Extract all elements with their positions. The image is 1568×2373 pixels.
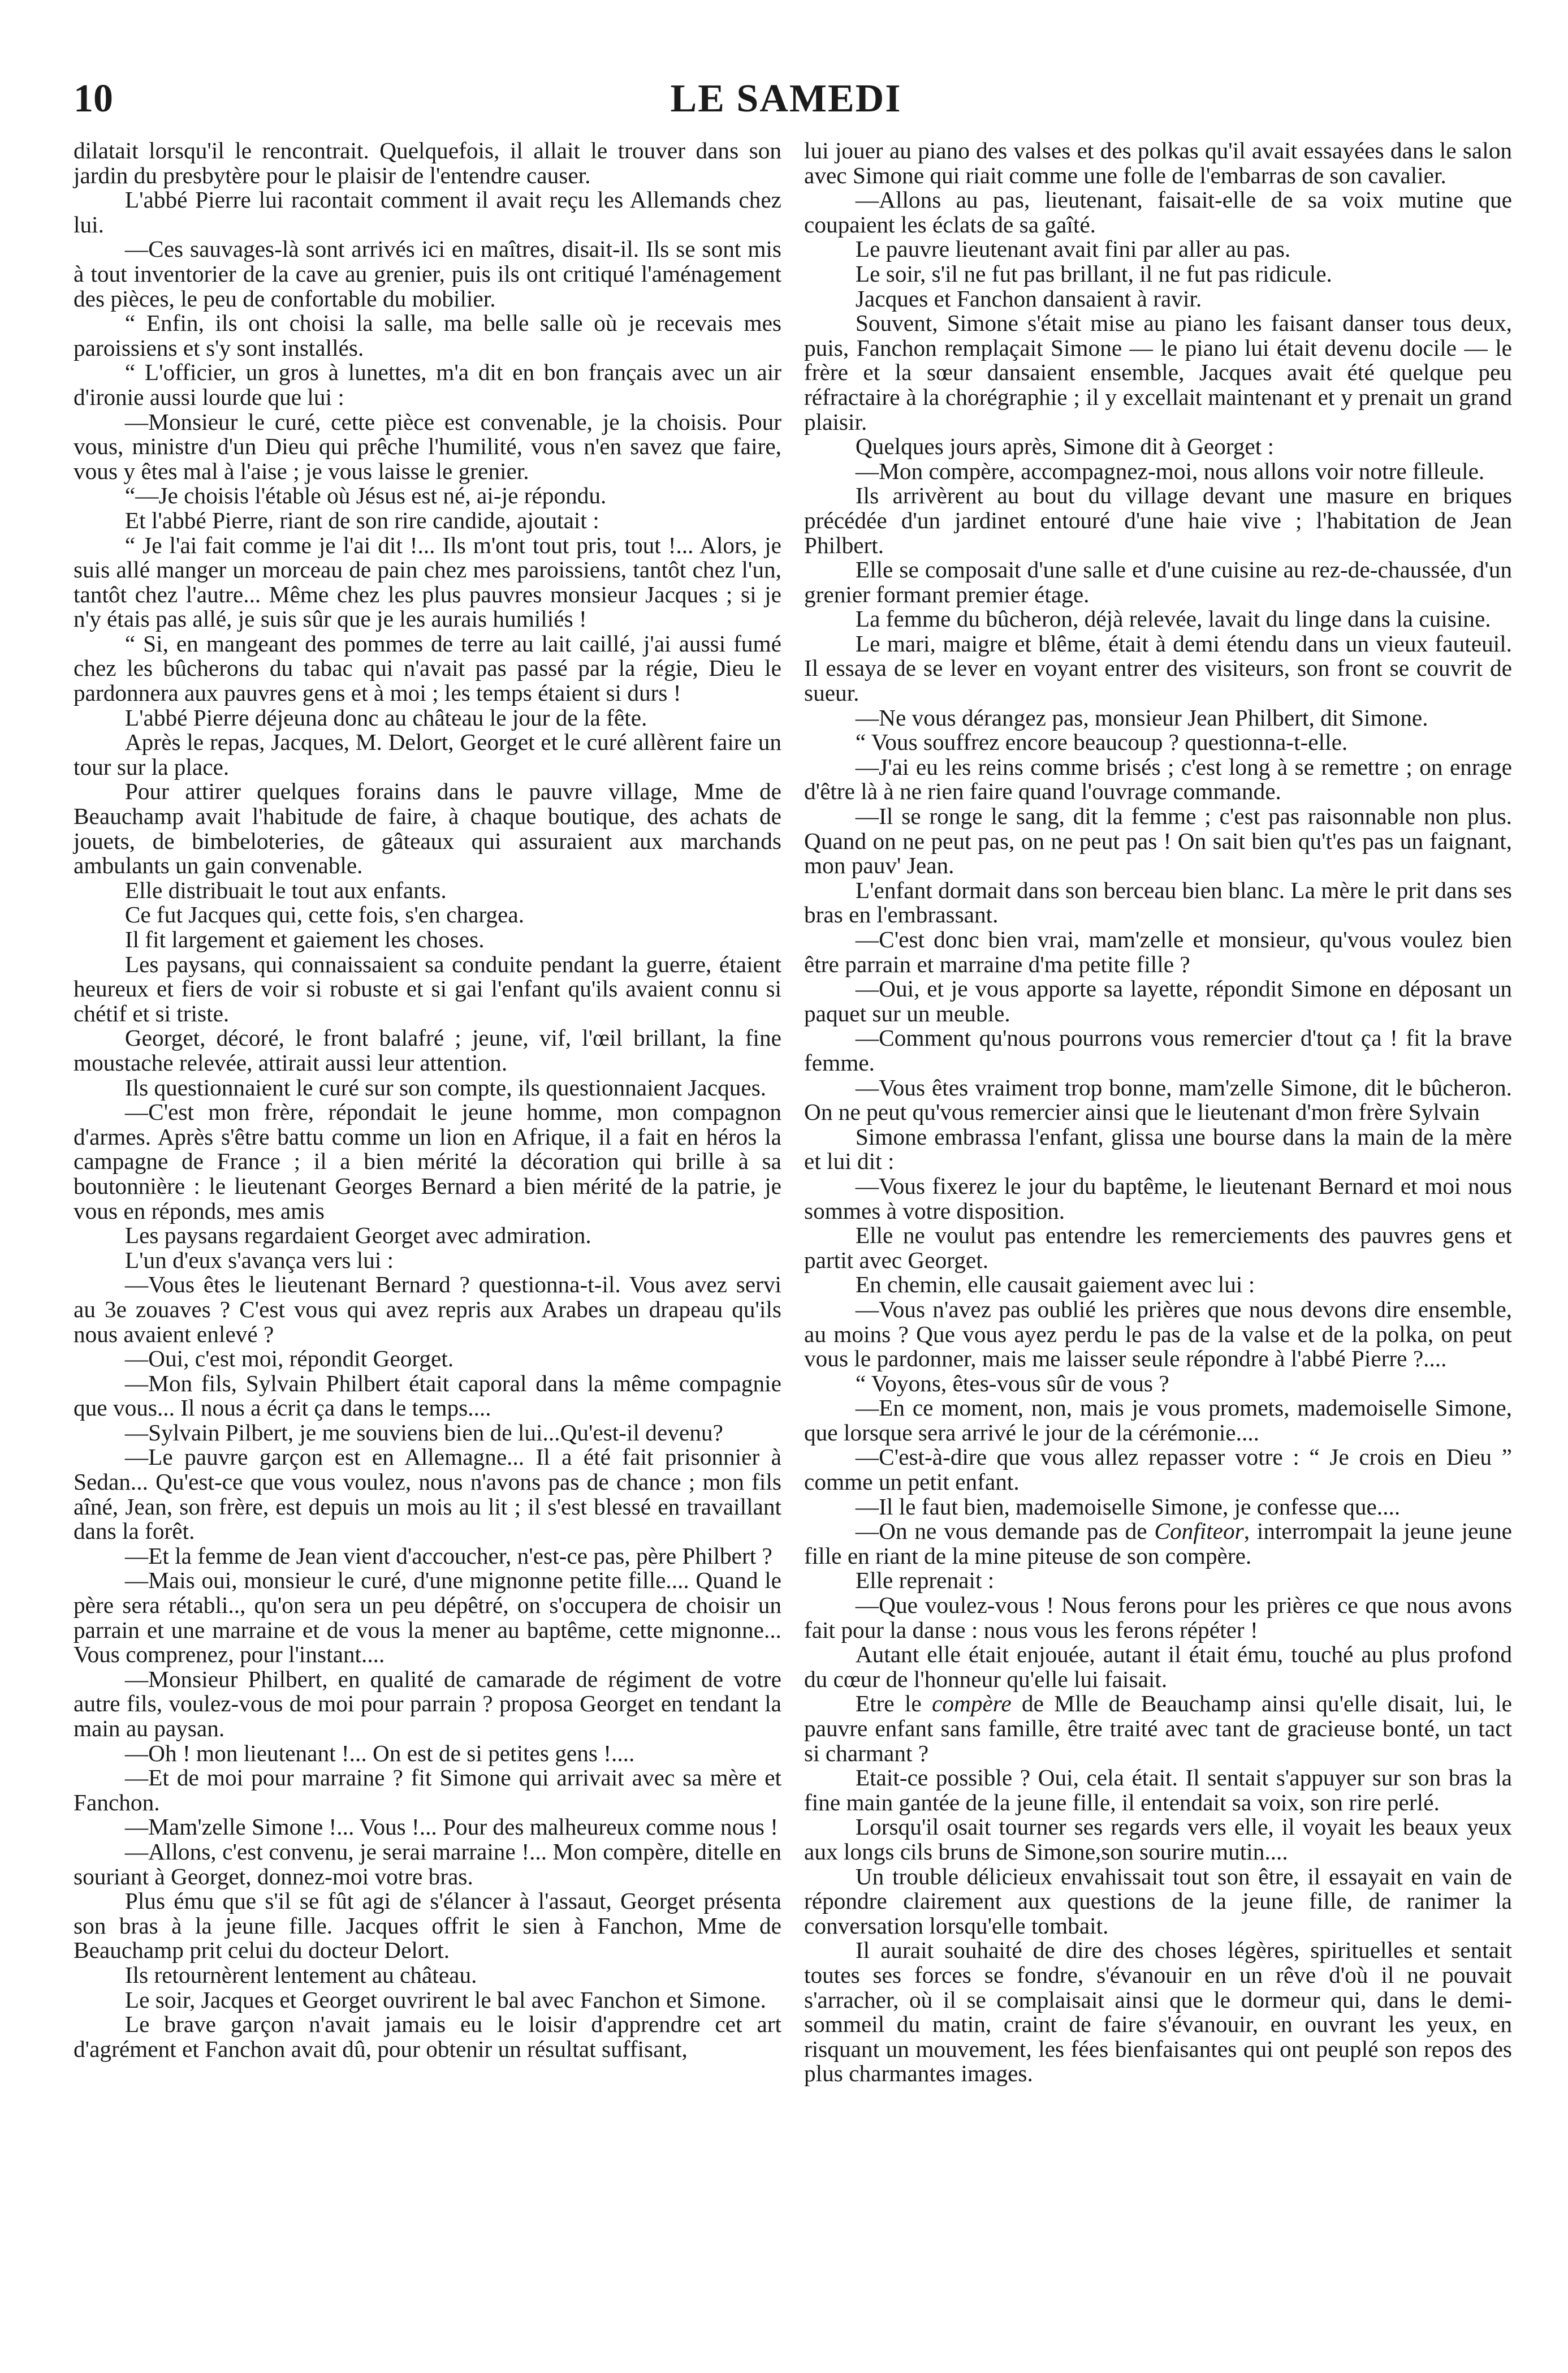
paragraph: —En ce moment, non, mais je vous promets, mademoiselle Simone, que lorsque sera arrivé le jour de la cérémonie.... <box>804 1395 1512 1446</box>
paragraph: En chemin, elle causait gaiement avec lui : <box>855 1271 1255 1298</box>
paragraph: —Oh ! mon lieutenant !... On est de si petites gens !.... <box>124 1740 635 1766</box>
paragraph: —Vous n'avez pas oublié les prières que nous devons dire ensemble, au moins ? Que vous ayez perdu le pas de la valse et de la polka, on peut vous le pardonner, mais me laisser seule répondre à l'abbé Pierre ?.... <box>804 1296 1512 1372</box>
paragraph: L'un d'eux s'avança vers lui : <box>124 1246 394 1273</box>
paragraph: Elle distribuait le tout aux enfants. <box>124 877 447 903</box>
paragraph: “ Voyons, êtes-vous sûr de vous ? <box>855 1370 1169 1396</box>
paragraph-text: Etre le <box>855 1690 932 1717</box>
paragraph: —Et de moi pour marraine ? fit Simone qui arrivait avec sa mère et Fanchon. <box>74 1764 781 1815</box>
paragraph: —Et la femme de Jean vient d'accoucher, n'est-ce pas, père Philbert ? <box>124 1542 772 1569</box>
paragraph: —Mais oui, monsieur le curé, d'une mignonne petite fille.... Quand le père sera rétabli.., qu'on sera un peu dépêtré, on s'occupera de choisir un parrain et une marraine et de vous la mener au baptême, cette mignonne... Vous comprenez, pour l'instant.... <box>74 1567 781 1668</box>
paragraph: Le brave garçon n'avait jamais eu le loisir d'apprendre cet art d'agrément et Fanchon avait dû, pour obtenir un résultat suffisant, <box>74 2011 781 2062</box>
paragraph: —Vous êtes le lieutenant Bernard ? questionna-t-il. Vous avez servi au 3e zouaves ? C'est vous qui avez repris aux Arabes un drapeau qu'ils nous avaient enlevé ? <box>74 1271 781 1347</box>
paragraph: Jacques et Fanchon dansaient à ravir. <box>855 285 1202 312</box>
paragraph: —C'est mon frère, répondait le jeune homme, mon compagnon d'armes. Après s'être battu comme un lion en Afrique, il a fait en héros la campagne de France ; il a bien mérité la décoration qui brille à sa boutonnière : le lieutenant Georges Bernard a bien mérité de la patrie, je vous en réponds, mes amis <box>74 1099 781 1224</box>
paragraph <box>804 1692 1512 1766</box>
paragraph: —Vous êtes vraiment trop bonne, mam'zelle Simone, dit le bûcheron. On ne peut qu'vous remercier ainsi que le lieutenant d'mon frère Sylvain <box>804 1074 1512 1125</box>
paragraph: —C'est-à-dire que vous allez repasser votre : “ Je crois en Dieu ” comme un petit enfant. <box>804 1444 1512 1495</box>
paragraph: —Comment qu'nous pourrons vous remercier d'tout ça ! fit la brave femme. <box>804 1025 1512 1076</box>
paragraph: Ils arrivèrent au bout du village devant une masure en briques précédée d'un jardinet entouré d'une haie vive ; l'habitation de Jean Philbert. <box>804 482 1512 558</box>
paragraph: Il aurait souhaité de dire des choses légères, spirituelles et sentait toutes ses forces se fondre, s'évanouir en un rêve d'où il ne pouvait s'arracher, où il se complaisait ainsi que le dormeur qui, dans le demi-sommeil du matin, craint de faire s'évanouir, en ouvrant les yeux, en risquant un mouvement, les fées bienfaisantes qui ont peuplé son repos des plus charmantes images. <box>804 1937 1512 2087</box>
paragraph-text: —On ne vous demande pas de <box>855 1518 1155 1544</box>
paragraph: Quelques jours après, Simone dit à Georget : <box>855 433 1274 460</box>
paragraph: Autant elle était enjouée, autant il était ému, touché au plus profond du cœur de l'honneur qu'elle lui faisait. <box>804 1641 1512 1692</box>
paragraph: Ils questionnaient le curé sur son compte, ils questionnaient Jacques. <box>124 1074 767 1101</box>
paragraph: Il fit largement et gaiement les choses. <box>124 926 485 952</box>
paragraph: Georget, décoré, le front balafré ; jeune, vif, l'œil brillant, la fine moustache relevée, attirait aussi leur attention. <box>74 1025 781 1076</box>
paragraph: “ Je l'ai fait comme je l'ai dit !... Ils m'ont tout pris, tout !... Alors, je suis allé manger un morceau de pain chez mes paroissiens, tantôt chez l'un, tantôt chez l'autre... Même chez les plus pauvres monsieur Jacques ; si je n'y étais pas allé, je suis sûr que je les aurais humiliés ! <box>74 532 781 632</box>
paragraph: —Il le faut bien, mademoiselle Simone, je confesse que.... <box>855 1493 1401 1520</box>
paragraph: Simone embrassa l'enfant, glissa une bourse dans la main de la mère et lui dit : <box>804 1123 1512 1175</box>
paragraph: Etait-ce possible ? Oui, cela était. Il sentait s'appuyer sur son bras la fine main gantée de la jeune fille, il entendait sa voix, son rire perlé. <box>804 1764 1512 1815</box>
right-column <box>804 139 1512 2086</box>
paragraph: —Ces sauvages-là sont arrivés ici en maîtres, disait-il. Ils se sont mis à tout inventorier de la cave au grenier, puis ils ont critiqué l'aménagement des pièces, le peu de confortable du mobilier. <box>74 236 781 312</box>
paragraph: “ Enfin, ils ont choisi la salle, ma belle salle où je recevais mes paroissiens et s'y sont installés. <box>74 310 781 361</box>
paragraph: L'abbé Pierre lui racontait comment il avait reçu les Allemands chez lui. <box>74 187 781 238</box>
paragraph: Ils retournèrent lentement au château. <box>124 1961 477 1988</box>
paragraph: Souvent, Simone s'était mise au piano les faisant danser tous deux, puis, Fanchon remplaçait Simone — le piano lui était devenu docile — le frère et la sœur dansaient ensemble, Jacques avait été quelque peu réfractaire à la chorégraphie ; il y excellait maintenant et y prenait un grand plaisir. <box>804 310 1512 435</box>
paragraph: —Mon fils, Sylvain Philbert était caporal dans la même compagnie que vous... Il nous a écrit ça dans le temps.... <box>74 1370 781 1421</box>
paragraph: —Le pauvre garçon est en Allemagne... Il a été fait prisonnier à Sedan... Qu'est-ce que vous voulez, nous n'avons pas de chance ; mon fils aîné, Jean, son frère, est depuis un mois au lit ; il s'est blessé en travaillant dans la forêt. <box>74 1444 781 1544</box>
paragraph: La femme du bûcheron, déjà relevée, lavait du linge dans la cuisine. <box>855 606 1491 632</box>
paragraph: L'abbé Pierre déjeuna donc au château le jour de la fête. <box>124 704 647 731</box>
paragraph: L'enfant dormait dans son berceau bien blanc. La mère le prit dans ses bras en l'embrassant. <box>804 877 1512 928</box>
paragraph: Les paysans regardaient Georget avec admiration. <box>124 1222 591 1249</box>
paragraph: —C'est donc bien vrai, mam'zelle et monsieur, qu'vous voulez bien être parrain et marraine d'ma petite fille ? <box>804 926 1512 977</box>
paragraph: Lorsqu'il osait tourner ses regards vers elle, il voyait les beaux yeux aux longs cils bruns de Simone,son sourire mutin.... <box>804 1814 1512 1865</box>
paragraph: “—Je choisis l'étable où Jésus est né, ai-je répondu. <box>124 482 607 509</box>
paragraph: “ L'officier, un gros à lunettes, m'a dit en bon français avec un air d'ironie aussi lourde que lui : <box>74 359 781 410</box>
page-header <box>74 76 1498 139</box>
paragraph: Elle ne voulut pas entendre les remerciements des pauvres gens et partit avec Georget. <box>804 1222 1512 1273</box>
paragraph: Après le repas, Jacques, M. Delort, Georget et le curé allèrent faire un tour sur la place. <box>74 729 781 780</box>
paragraph: Le soir, Jacques et Georget ouvrirent le bal avec Fanchon et Simone. <box>124 1986 766 2013</box>
paragraph: Elle se composait d'une salle et d'une cuisine au rez-de-chaussée, d'un grenier formant premier étage. <box>804 556 1512 607</box>
paragraph: Les paysans, qui connaissaient sa conduite pendant la guerre, étaient heureux et fiers de voir si robuste et si gai l'enfant qu'ils avaient connu si chétif et si triste. <box>74 951 781 1026</box>
paragraph: lui jouer au piano des valses et des polkas qu'il avait essayées dans le salon avec Simone qui riait comme une folle de l'embarras de son cavalier. <box>804 137 1512 188</box>
paragraph: —Oui, et je vous apporte sa layette, répondit Simone en déposant un paquet sur un meuble. <box>804 976 1512 1026</box>
paragraph: Le mari, maigre et blême, était à demi étendu dans un vieux fauteuil. Il essaya de se lever en voyant entrer des visiteurs, son front se couvrit de sueur. <box>804 630 1512 706</box>
paragraph: Ce fut Jacques qui, cette fois, s'en chargea. <box>124 901 525 928</box>
paragraph: —Monsieur le curé, cette pièce est convenable, je la choisis. Pour vous, ministre d'un Dieu qui prêche l'humilité, vous n'en savez que faire, vous y êtes mal à l'aise ; je vous laisse le grenier. <box>74 408 781 484</box>
italic-word: compère <box>932 1690 1012 1717</box>
paragraph: —Que voulez-vous ! Nous ferons pour les prières ce que nous avons fait pour la danse : nous vous les ferons répéter ! <box>804 1592 1512 1643</box>
paragraph: “ Vous souffrez encore beaucoup ? questionna-t-elle. <box>855 729 1348 756</box>
paragraph: —Allons au pas, lieutenant, faisait-elle de sa voix mutine que coupaient les éclats de sa gaîté. <box>804 187 1512 238</box>
paragraph: —Vous fixerez le jour du baptême, le lieutenant Bernard et moi nous sommes à votre disposition. <box>804 1172 1512 1224</box>
paragraph: Et l'abbé Pierre, riant de son rire candide, ajoutait : <box>124 507 599 533</box>
paragraph: —Oui, c'est moi, répondit Georget. <box>124 1345 454 1372</box>
paragraph: —Sylvain Pilbert, je me souviens bien de lui...Qu'est-il devenu? <box>124 1419 723 1446</box>
paragraph: dilatait lorsqu'il le rencontrait. Quelquefois, il allait le trouver dans son jardin du presbytère pour le plaisir de l'entendre causer. <box>74 137 781 188</box>
paragraph: Le soir, s'il ne fut pas brillant, il ne fut pas ridicule. <box>855 260 1332 287</box>
paragraph: —Monsieur Philbert, en qualité de camarade de régiment de votre autre fils, voulez-vous de moi pour parrain ? proposa Georget en tendant la main au paysan. <box>74 1666 781 1741</box>
paragraph: —Allons, c'est convenu, je serai marraine !... Mon compère, ditelle en souriant à Georget, donnez-moi votre bras. <box>74 1838 781 1889</box>
paragraph-text: de Mlle de Beauchamp ainsi qu'elle disait, lui, le pauvre enfant sans famille, être traité avec tant de gracieuse bonté, un tact si charmant ? <box>804 1690 1512 1766</box>
paragraph: Le pauvre lieutenant avait fini par aller au pas. <box>855 236 1291 262</box>
paragraph: —Mon compère, accompagnez-moi, nous allons voir notre filleule. <box>855 458 1485 484</box>
paragraph: Pour attirer quelques forains dans le pauvre village, Mme de Beauchamp avait l'habitude de faire, à chaque boutique, des achats de jouets, de bimbeloteries, de gâteaux qui assuraient aux marchands ambulants un gain convenable. <box>74 778 781 879</box>
journal-title: LE SAMEDI <box>670 77 902 120</box>
left-column <box>74 139 781 2061</box>
paragraph: Elle reprenait : <box>855 1567 995 1594</box>
italic-word: Confiteor <box>1154 1518 1244 1544</box>
paragraph: —Ne vous dérangez pas, monsieur Jean Philbert, dit Simone. <box>855 704 1428 731</box>
paragraph: —Il se ronge le sang, dit la femme ; c'est pas raisonnable non plus. Quand on ne peut pas, on ne peut pas ! On sait bien qu't'es pas un faignant, mon pauv' Jean. <box>804 803 1512 879</box>
paragraph: —Mam'zelle Simone !... Vous !... Pour des malheureux comme nous ! <box>124 1814 779 1840</box>
paragraph: “ Si, en mangeant des pommes de terre au lait caillé, j'ai aussi fumé chez les bûcherons du tabac qui n'avait pas passé par la régie, Dieu le pardonnera aux pauvres gens et à moi ; les temps étaient si durs ! <box>74 630 781 706</box>
page-number: 10 <box>74 77 113 120</box>
paragraph: —J'ai eu les reins comme brisés ; c'est long à se remettre ; on enrage d'être là à ne rien faire quand l'ouvrage commande. <box>804 753 1512 805</box>
paragraph <box>804 1519 1512 1568</box>
paragraph: Un trouble délicieux envahissait tout son être, il essayait en vain de répondre clairement aux questions de la jeune fille, de ranimer la conversation lorsqu'elle tombait. <box>804 1863 1512 1939</box>
paragraph: Plus ému que s'il se fût agi de s'élancer à l'assaut, Georget présenta son bras à la jeune fille. Jacques offrit le sien à Fanchon, Mme de Beauchamp prit celui du docteur Delort. <box>74 1888 781 1964</box>
paragraph-text: , interrompait la jeune jeune fille en riant de la mine piteuse de son compère. <box>804 1518 1512 1569</box>
